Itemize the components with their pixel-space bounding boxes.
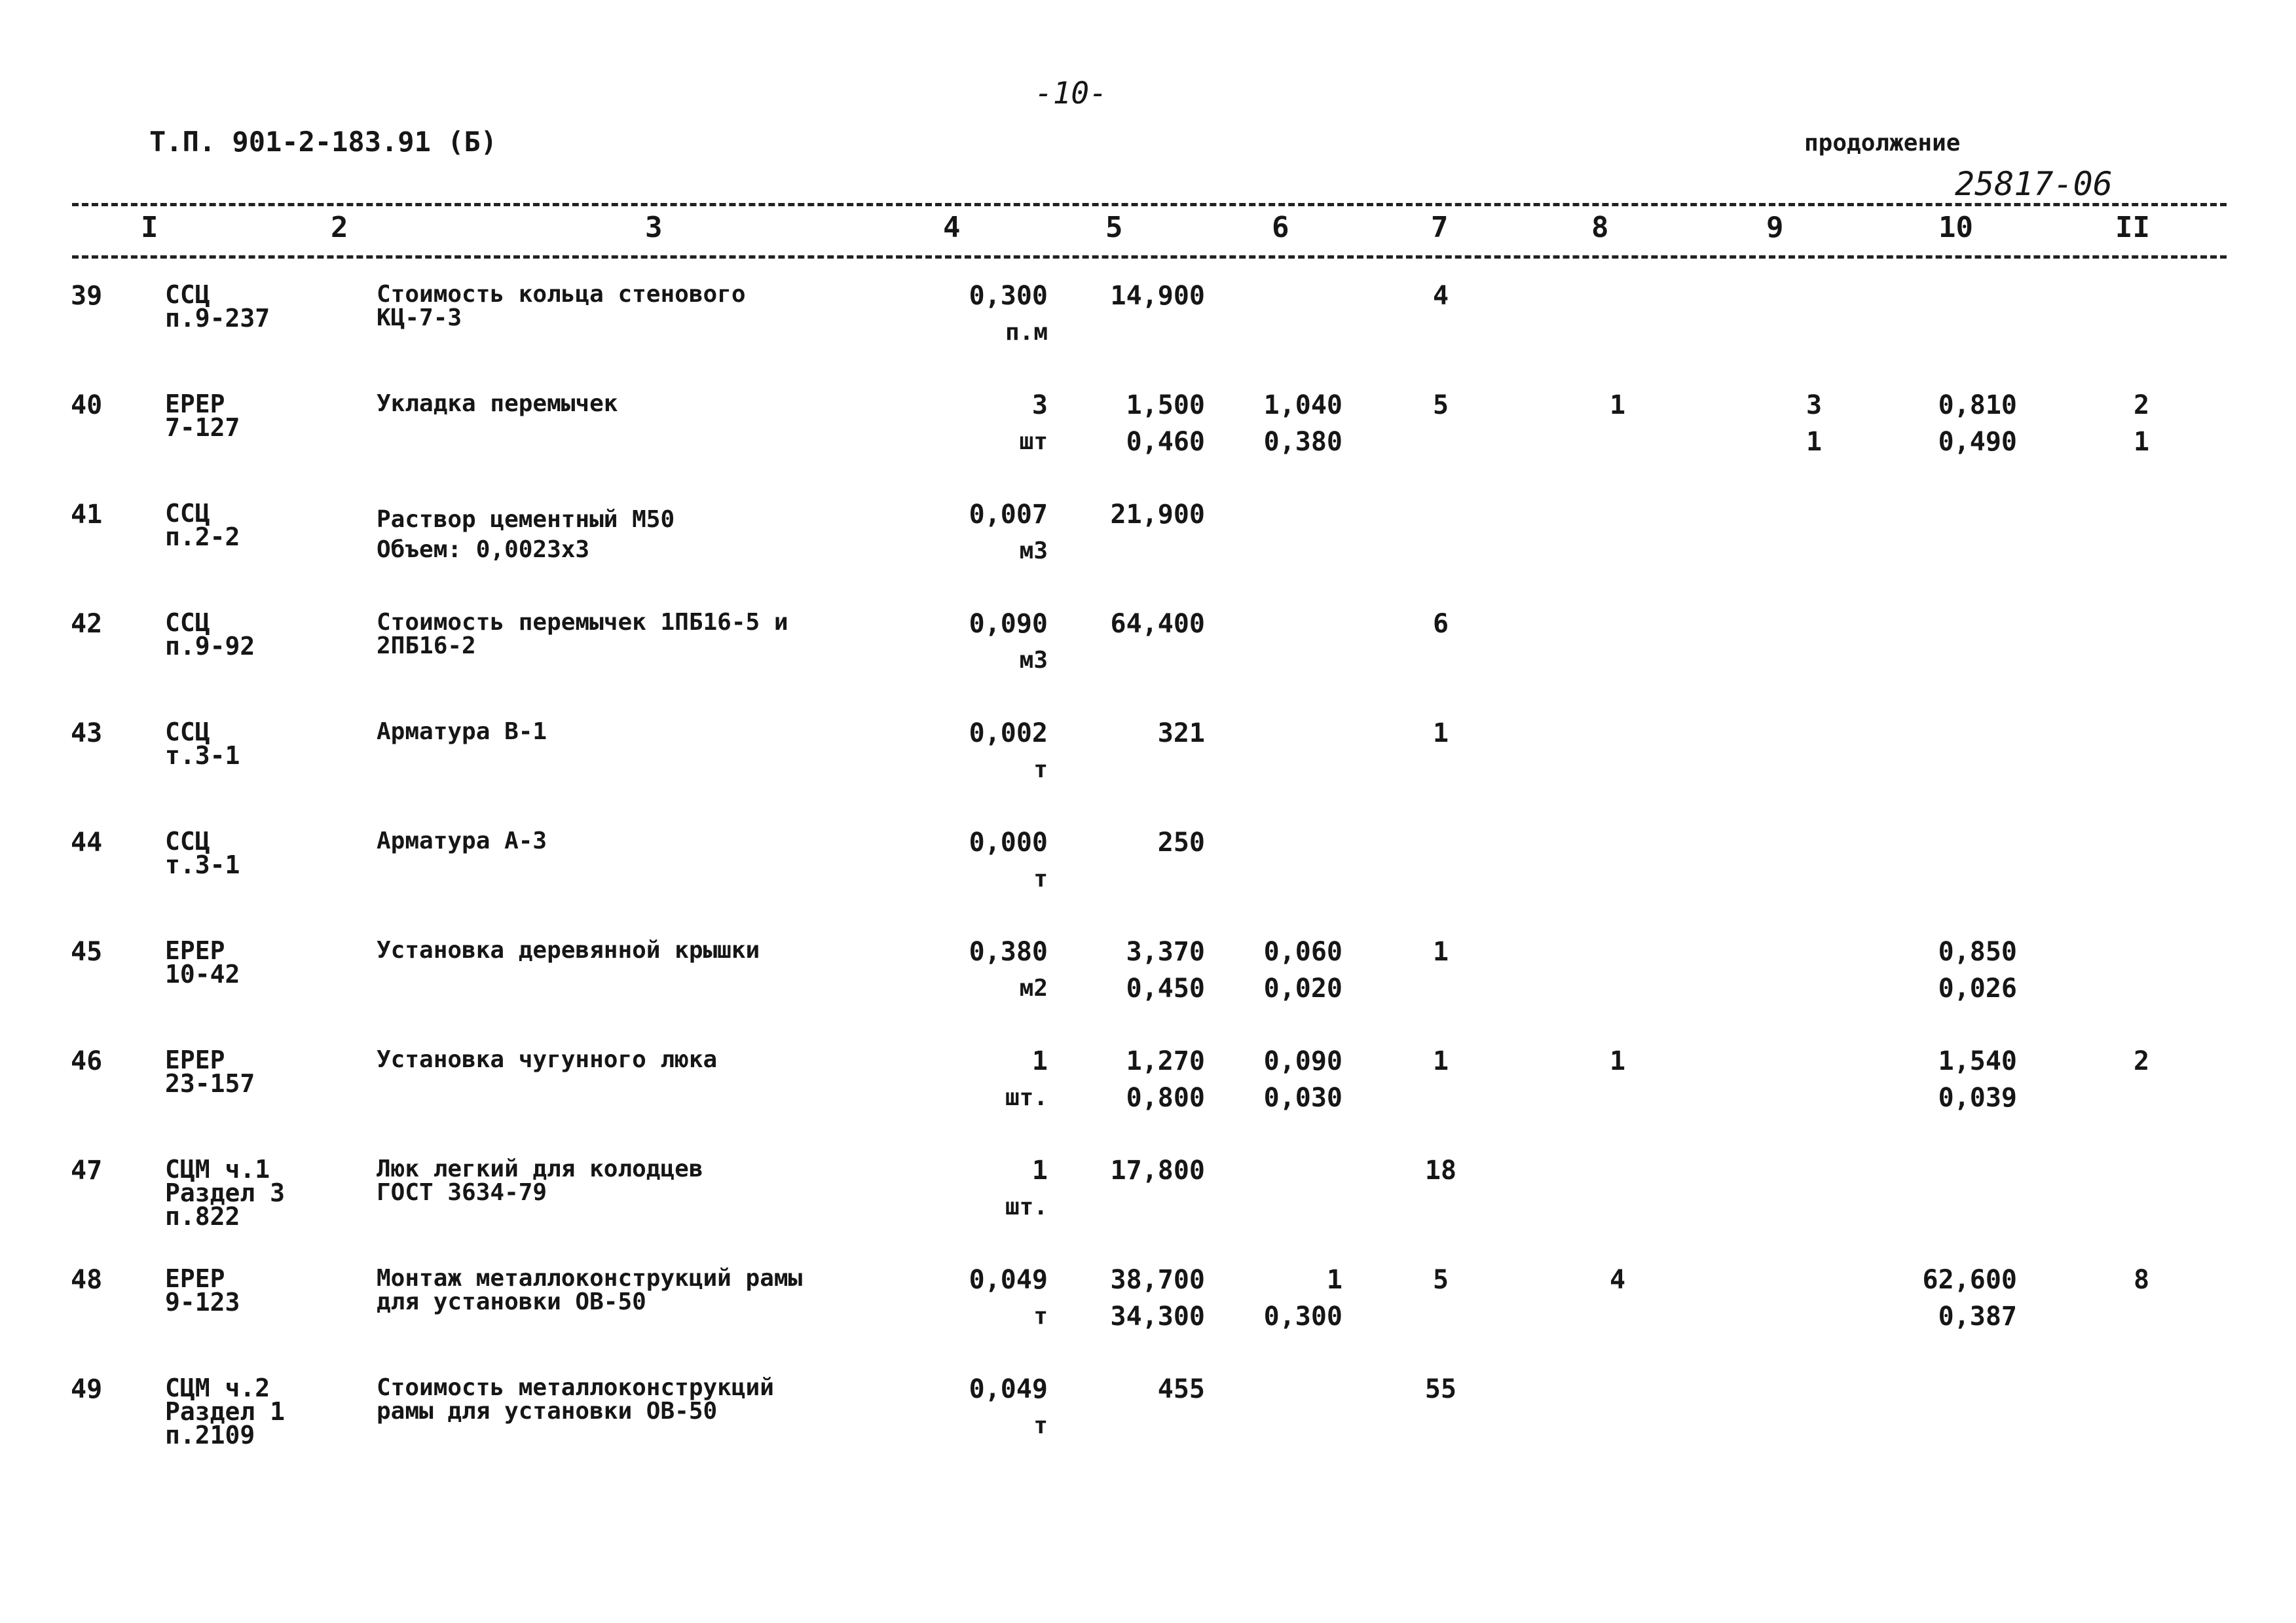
col5-value-1: 64,400 (1110, 609, 1205, 639)
price-code-line: СЦМ ч.2 (165, 1374, 270, 1402)
col8-value: 1 (1609, 390, 1626, 420)
table-header-rule (72, 255, 2227, 259)
column-header-10: 10 (1938, 211, 1973, 244)
quantity: 3 (1031, 390, 1048, 420)
document-code: Т.П. 901-2-183.91 (Б) (149, 126, 498, 158)
work-description (377, 1048, 717, 1072)
col11-value-2: 1 (2133, 427, 2150, 457)
column-header-4: 4 (943, 211, 961, 244)
table-row (0, 936, 2296, 1049)
work-description (377, 283, 746, 330)
col10-value-2: 0,039 (1938, 1083, 2017, 1113)
work-description (377, 939, 760, 962)
work-description-line: Арматура А-3 (377, 828, 547, 854)
price-code (165, 827, 240, 880)
work-description (377, 392, 618, 416)
work-description-line: Укладка перемычек (377, 390, 618, 417)
work-description (377, 830, 547, 853)
price-code-line: т.3-1 (165, 741, 240, 771)
quantity: 1 (1031, 1046, 1048, 1076)
col10-value-1: 1,540 (1938, 1046, 2017, 1076)
col6-value-2: 0,030 (1263, 1083, 1342, 1113)
quantity: 0,049 (969, 1265, 1048, 1295)
work-description-line: Установка деревянной крышки (377, 937, 760, 964)
col10-value-2: 0,387 (1938, 1302, 2017, 1332)
archive-number: 25817-06 (1955, 165, 2113, 203)
col5-value-1: 21,900 (1110, 500, 1205, 530)
col11-value-1: 2 (2133, 1046, 2150, 1076)
col6-value-1: 1 (1326, 1265, 1342, 1295)
table-row (0, 827, 2296, 939)
price-code-line: т.3-1 (165, 850, 240, 880)
row-number: 39 (71, 281, 103, 311)
col5-value-1: 3,370 (1126, 937, 1205, 967)
col5-value-1: 17,800 (1110, 1156, 1205, 1186)
col6-value-2: 0,300 (1263, 1302, 1342, 1332)
table-row (0, 1376, 2296, 1486)
col5-value-1: 1,270 (1126, 1046, 1205, 1076)
price-code-line: ЕРЕР (165, 1264, 225, 1293)
col11-value-1: 8 (2133, 1265, 2150, 1295)
price-code-line: Раздел 1 (165, 1397, 286, 1427)
col9-value-1: 3 (1805, 390, 1823, 420)
work-description-line: Раствор цементный М50 (377, 506, 675, 533)
column-header-2: 2 (331, 211, 348, 244)
col7-value: 1 (1432, 718, 1449, 748)
col6-value-1: 0,060 (1263, 937, 1342, 967)
col5-value-1: 250 (1157, 828, 1205, 858)
unit: шт (1019, 428, 1048, 455)
price-code-line: 10-42 (165, 960, 240, 989)
row-number: 46 (71, 1046, 103, 1076)
price-code (165, 718, 240, 771)
unit: шт. (1005, 1194, 1048, 1220)
col8-value: 4 (1609, 1265, 1626, 1295)
price-code-line: 23-157 (165, 1069, 255, 1099)
price-code-line: ССЦ (165, 499, 210, 528)
table-top-rule (72, 203, 2227, 206)
col7-value: 18 (1424, 1156, 1457, 1186)
col5-value-1: 455 (1157, 1374, 1205, 1404)
row-number: 42 (71, 609, 103, 639)
table-row (0, 720, 2296, 830)
price-code-line: ЕРЕР (165, 1046, 225, 1074)
work-description (377, 501, 675, 562)
column-header-7: 7 (1431, 211, 1449, 244)
work-description-line: Люк легкий для колодцев (377, 1156, 703, 1182)
col10-value-1: 0,850 (1938, 937, 2017, 967)
unit: шт. (1005, 1084, 1048, 1111)
col7-value: 1 (1432, 1046, 1449, 1076)
col6-value-2: 0,020 (1263, 974, 1342, 1004)
price-code-line: п.2109 (165, 1421, 255, 1450)
price-code-line: п.9-92 (165, 632, 255, 661)
price-code-line: 9-123 (165, 1288, 240, 1317)
col5-value-2: 0,800 (1126, 1083, 1205, 1113)
row-number: 43 (71, 718, 103, 748)
table-row (0, 1155, 2296, 1267)
table-row (0, 392, 2296, 502)
col9-value-2: 1 (1805, 427, 1823, 457)
row-number: 44 (71, 828, 103, 858)
column-header-8: 8 (1591, 211, 1609, 244)
col7-value: 4 (1432, 281, 1449, 311)
col10-value-2: 0,490 (1938, 427, 2017, 457)
continuation-label: продолжение (1804, 130, 1961, 156)
work-description-line: Стоимость кольца стенового (377, 281, 746, 308)
work-description (377, 611, 788, 658)
quantity: 0,000 (969, 828, 1048, 858)
col6-value-1: 0,090 (1263, 1046, 1342, 1076)
unit: т (1033, 756, 1048, 783)
col5-value-2: 34,300 (1110, 1302, 1205, 1332)
table-row (0, 1264, 2296, 1377)
row-number: 40 (71, 390, 103, 420)
column-header-3: 3 (645, 211, 663, 244)
col8-value: 1 (1609, 1046, 1626, 1076)
work-description (377, 1158, 703, 1205)
quantity: 0,002 (969, 718, 1048, 748)
price-code-line: ССЦ (165, 608, 210, 637)
price-code (165, 936, 240, 989)
col10-value-2: 0,026 (1938, 974, 2017, 1004)
row-number: 47 (71, 1156, 103, 1186)
row-number: 45 (71, 937, 103, 967)
quantity: 0,300 (969, 281, 1048, 311)
price-code (165, 1264, 240, 1317)
price-code (165, 1374, 286, 1450)
col5-value-1: 321 (1157, 718, 1205, 748)
work-description-line: 2ПБ16-2 (377, 632, 476, 659)
row-number: 41 (71, 500, 103, 530)
work-description-line: Установка чугунного люка (377, 1046, 718, 1073)
row-number: 48 (71, 1265, 103, 1295)
page-number: -10- (1035, 75, 1107, 111)
col7-value: 6 (1432, 609, 1449, 639)
work-description-line: для установки ОВ-50 (377, 1288, 646, 1315)
table-row (0, 608, 2296, 721)
col5-value-2: 0,460 (1126, 427, 1205, 457)
column-header-9: 9 (1766, 211, 1784, 244)
unit: м2 (1019, 975, 1048, 1002)
price-code (165, 1046, 255, 1099)
work-description (377, 1267, 802, 1314)
col6-value-2: 0,380 (1263, 427, 1342, 457)
quantity: 0,007 (969, 500, 1048, 530)
table-row (0, 1048, 2296, 1158)
col11-value-1: 2 (2133, 390, 2150, 420)
work-description-line: Монтаж металлоконструкций рамы (377, 1265, 803, 1292)
unit: м3 (1019, 647, 1048, 674)
work-description-line: Объем: 0,0023х3 (377, 536, 590, 563)
price-code (165, 608, 255, 661)
unit: м3 (1019, 538, 1048, 564)
work-description-line: Арматура В-1 (377, 718, 547, 745)
quantity: 0,090 (969, 609, 1048, 639)
col10-value-1: 0,810 (1938, 390, 2017, 420)
col7-value: 5 (1432, 390, 1449, 420)
work-description-line: Стоимость металлоконструкций (377, 1374, 774, 1401)
column-header-5: 5 (1105, 211, 1123, 244)
price-code-line: СЦМ ч.1 (165, 1155, 270, 1184)
price-code-line: ЕРЕР (165, 936, 225, 965)
unit: п.м (1005, 319, 1048, 346)
price-code-line: 7-127 (165, 413, 240, 443)
column-header-6: 6 (1272, 211, 1289, 244)
col7-value: 1 (1432, 937, 1449, 967)
quantity: 0,380 (969, 937, 1048, 967)
price-code (165, 1155, 286, 1231)
col7-value: 5 (1432, 1265, 1449, 1295)
price-code (165, 499, 240, 552)
col10-value-1: 62,600 (1922, 1265, 2017, 1295)
row-number: 49 (71, 1374, 103, 1404)
work-description-line: ГОСТ 3634-79 (377, 1179, 547, 1206)
unit: т (1033, 1412, 1048, 1439)
price-code-line: п.9-237 (165, 304, 270, 333)
work-description-line: Стоимость перемычек 1ПБ16-5 и (377, 609, 788, 636)
work-description-line: КЦ-7-3 (377, 304, 462, 331)
price-code-line: ССЦ (165, 280, 210, 309)
col5-value-1: 14,900 (1110, 281, 1205, 311)
col7-value: 55 (1424, 1374, 1457, 1404)
price-code (165, 280, 270, 333)
col6-value-1: 1,040 (1263, 390, 1342, 420)
quantity: 0,049 (969, 1374, 1048, 1404)
table-row (0, 501, 2296, 611)
price-code-line: ЕРЕР (165, 390, 225, 418)
price-code-line: ССЦ (165, 718, 210, 746)
price-code-line: ССЦ (165, 827, 210, 856)
quantity: 1 (1031, 1156, 1048, 1186)
col5-value-2: 0,450 (1126, 974, 1205, 1004)
work-description (377, 720, 547, 744)
work-description (377, 1376, 774, 1423)
table-row (0, 280, 2296, 393)
unit: т (1033, 1303, 1048, 1330)
unit: т (1033, 866, 1048, 892)
price-code-line: Раздел 3 (165, 1178, 286, 1208)
column-header-11: II (2115, 211, 2150, 244)
work-description-line: рамы для установки ОВ-50 (377, 1398, 718, 1425)
column-header-1: I (141, 211, 158, 244)
col5-value-1: 38,700 (1110, 1265, 1205, 1295)
price-code (165, 390, 240, 443)
price-code-line: п.822 (165, 1202, 240, 1231)
price-code-line: п.2-2 (165, 522, 240, 552)
col5-value-1: 1,500 (1126, 390, 1205, 420)
